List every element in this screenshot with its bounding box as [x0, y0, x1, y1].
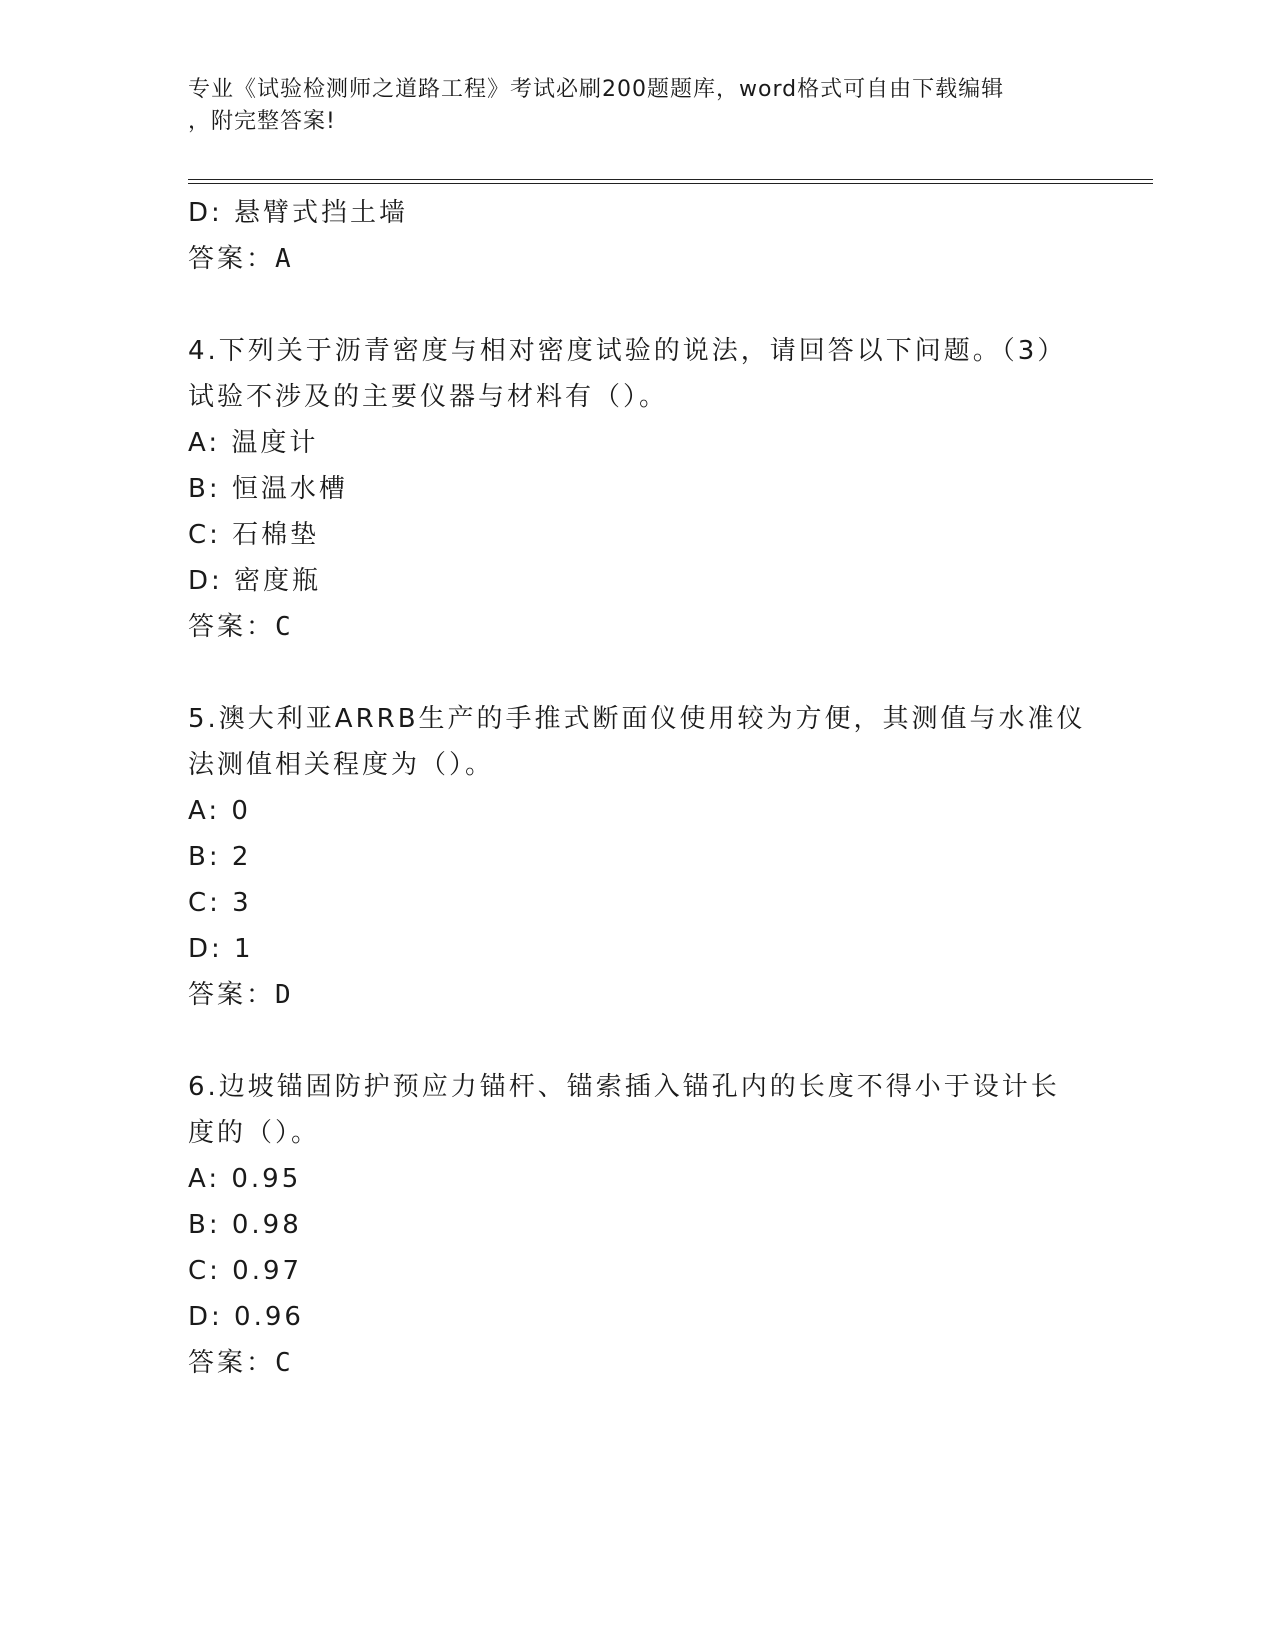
question-stem-line-2: 度的（）。: [188, 1118, 321, 1148]
spacer: [188, 650, 1088, 696]
question-4: [188, 328, 1088, 650]
option-a: A: 0: [188, 796, 251, 826]
option-c: C: 3: [188, 888, 252, 918]
question-content: [188, 190, 1088, 1386]
question-6: [188, 1064, 1088, 1386]
question-stem-line-2: 试验不涉及的主要仪器与材料有（）。: [188, 382, 669, 412]
option-b: B: 2: [188, 842, 252, 872]
header-divider-top: [188, 179, 1153, 180]
option-b: B: 恒温水槽: [188, 474, 348, 504]
question-stem-line-1: 5.澳大利亚ARRB生产的手推式断面仪使用较为方便，其测值与水准仪: [188, 704, 1086, 734]
question-stem-line-1: 6.边坡锚固防护预应力锚杆、锚索插入锚孔内的长度不得小于设计长: [188, 1072, 1060, 1102]
option-d: D: 0.96: [188, 1302, 304, 1332]
option-a: A: 温度计: [188, 428, 319, 458]
answer-line: 答案：A: [188, 244, 294, 274]
header-divider-bottom: [188, 183, 1153, 184]
question-5: [188, 696, 1088, 1018]
option-a: A: 0.95: [188, 1164, 302, 1194]
option-c: C: 石棉垫: [188, 520, 320, 550]
header-line-2: ，附完整答案!: [188, 109, 336, 134]
answer-line: 答案：C: [188, 1348, 294, 1378]
option-d: D: 1: [188, 934, 254, 964]
option-d: D: 密度瓶: [188, 566, 322, 596]
document-header: [188, 74, 1088, 138]
question-3-tail: [188, 190, 1088, 282]
spacer: [188, 1018, 1088, 1064]
spacer: [188, 282, 1088, 328]
question-stem-line-1: 4.下列关于沥青密度与相对密度试验的说法，请回答以下问题。（3）: [188, 336, 1067, 366]
answer-line: 答案：D: [188, 980, 294, 1010]
header-line-1: 专业《试验检测师之道路工程》考试必刷200题题库，word格式可自由下载编辑: [188, 77, 1005, 102]
answer-line: 答案：C: [188, 612, 294, 642]
option-b: B: 0.98: [188, 1210, 302, 1240]
option-c: C: 0.97: [188, 1256, 303, 1286]
question-stem-line-2: 法测值相关程度为（）。: [188, 750, 495, 780]
option-d: D: 悬臂式挡土墙: [188, 198, 409, 228]
